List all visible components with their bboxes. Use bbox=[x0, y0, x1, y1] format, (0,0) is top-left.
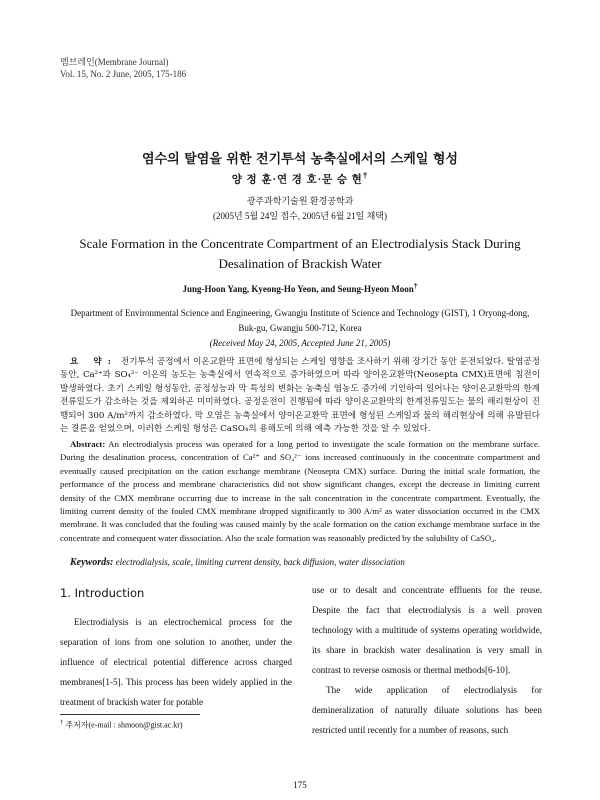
korean-title: 염수의 탈염을 위한 전기투석 농축실에서의 스케일 형성 bbox=[142, 152, 458, 167]
footnote bbox=[60, 719, 183, 731]
journal-header bbox=[60, 56, 186, 80]
department-en: Department of Environmental Science and Engineering, Gwangju Institute of Science and Technology (GIST), 1 Oryong-dong, Buk-gu, Gwangju 500-712, Korea bbox=[70, 308, 530, 333]
page-number: 175 bbox=[293, 780, 307, 790]
korean-authors bbox=[0, 170, 600, 187]
footnote-mark: † bbox=[60, 719, 64, 726]
left-column bbox=[60, 612, 292, 712]
korean-affiliation bbox=[0, 194, 600, 224]
section-heading: 1. Introduction bbox=[60, 586, 145, 600]
keywords-label: Keywords: bbox=[70, 557, 114, 568]
keywords-text: electrodialysis, scale, limiting current density, back diffusion, water dissociation bbox=[115, 557, 405, 567]
korean-abstract-label: 요 약: bbox=[70, 357, 117, 367]
footnote-text: 주저자(e-mail : shmoon@gist.ac.kr) bbox=[65, 720, 183, 730]
corresponding-author-mark-en: † bbox=[413, 281, 418, 290]
intro-paragraph-left: Electrodialysis is an electrochemical process for the separation of ions from one solution to another, under the influence of electrical potential difference across charged membranes[1-5]. This process has been widely applied in the treatment of brackish water for potable bbox=[60, 617, 292, 707]
english-abstract bbox=[60, 438, 540, 545]
department-block bbox=[65, 306, 535, 351]
journal-volume: Vol. 15, No. 2 June, 2005, 175-186 bbox=[60, 69, 187, 79]
footnote-divider bbox=[60, 714, 200, 715]
korean-abstract bbox=[60, 356, 540, 436]
intro-paragraph-right-2: The wide application of electrodialysis for demineralization of naturally diluate solutions has been restricted until recently for a number of reasons, such bbox=[312, 685, 542, 735]
affiliation-ko: 광주과학기술원 환경공학과 bbox=[246, 196, 354, 206]
korean-abstract-text: 전기투석 공정에서 이온교환막 표면에 형성되는 스케일 영향을 조사하기 위해 장기간 동안 운전되었다. 탈염공정 동안, Ca²⁺과 SO₄²⁻ 이온의 농도는 농축실에서 연속적으로 증가하였으며 따라 양이온교환막(Neosepta CMX)표면에 침전이 발생하였다. 초기 스케일 형성동안, 공정성능과 막 특성의 변화는 농축실 염농도 증가에 기인하여 일어나는 양이온교환막의 한계전류밀도가 감소하는 것을 제외하곤 미미하였다. 공정운전이 진행됨에 따라 양이온교환막의 한계전류밀도는 물의 해리현상이 진행되어 300 A/m²까지 감소하였다. 막 오염은 농축실에서 양이온교환막 표면에 형성된 스케일과 물의 해리현상에 의해 유발된다는 결론을 얻었으며, 이러한 스케일 형성은 CaSO₄의 용해도에 의해 예측 가능한 것을 알 수 있었다. bbox=[60, 357, 540, 435]
korean-author-names: 양 정 훈·연 경 호·문 승 현 bbox=[231, 174, 363, 186]
right-column bbox=[312, 580, 542, 740]
keywords bbox=[60, 557, 540, 568]
english-abstract-text: An electrodialysis process was operated for a long period to investigate the scale formation on the membrane surface. During the desalination process, concentration of Ca²⁺ and SO₄²⁻ ions increased continuously in the concentrate compartment and eventually caused precipitation on the cation exchange membrane (Neosepta CMX) surface. During the initial scale formation, the performance of the process and membrane characteristics did not show significant changes, except the decrease in limiting current density of the CMX membrane occurring due to increase in the salt concentration in the concentrate compartment. Eventually, the limiting current density of the fouled CMX membrane dropped significantly to 300 A/m² as water dissociation occurred in the CMX membrane. It was concluded that the fouling was caused mainly by the scale formation on the cation exchange membrane surface in the concentrate and consequent water dissociation. Also the scale formation was reasonably predicted by the solubility of CaSO₄. bbox=[60, 439, 540, 543]
dates-ko: (2005년 5월 24일 접수, 2005년 6월 21일 채택) bbox=[213, 211, 387, 221]
corresponding-author-mark: † bbox=[362, 170, 369, 180]
english-author-names: Jung-Hoon Yang, Kyeong-Ho Yeon, and Seung-Hyeon Moon bbox=[182, 284, 414, 294]
english-title: Scale Formation in the Concentrate Compartment of an Electrodialysis Stack During Desalination of Brackish Water bbox=[79, 236, 521, 271]
intro-paragraph-right-1: use or to desalt and concentrate effluents for the reuse. Despite the fact that electrodialysis is a well proven technology with a multitude of systems operating worldwide, its share in brackish water desalination is very small in contrast to reverse osmosis or thermal methods[6-10]. bbox=[312, 585, 542, 675]
received-dates: (Received May 24, 2005, Accepted June 21, 2005) bbox=[209, 338, 391, 348]
english-abstract-label: Abstract: bbox=[70, 439, 106, 449]
journal-name: 멤브레인(Membrane Journal) bbox=[60, 57, 169, 67]
english-authors bbox=[0, 281, 600, 294]
